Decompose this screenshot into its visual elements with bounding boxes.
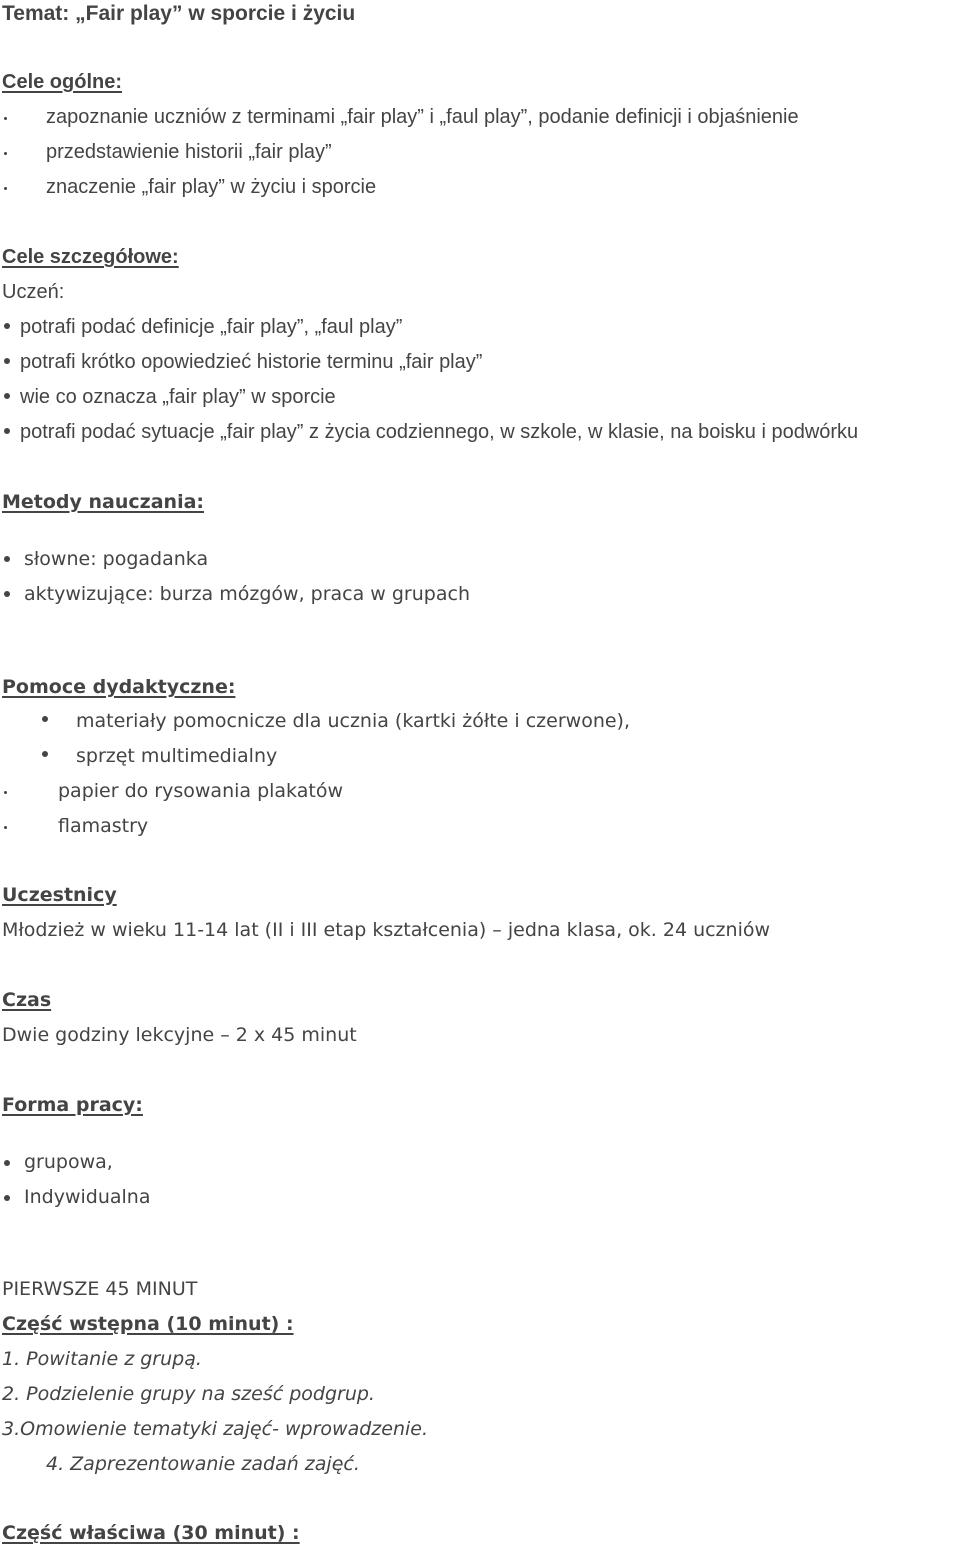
aid-item: flamastry	[58, 815, 149, 837]
bullet-dot	[4, 826, 7, 829]
work-form-item: grupowa,	[24, 1151, 113, 1173]
work-form-heading: Forma pracy:	[2, 1094, 143, 1116]
bullet-dot	[4, 1195, 10, 1201]
page-title: Temat: „Fair play” w sporcie i życiu	[2, 2, 356, 25]
bullet-dot	[4, 591, 10, 597]
general-goal-item: przedstawienie historii „fair play”	[46, 141, 332, 163]
bullet-dot	[4, 323, 10, 329]
aid-item: materiały pomocnicze dla ucznia (kartki żółte i czerwone),	[76, 710, 630, 732]
time-heading: Czas	[2, 989, 52, 1011]
aid-item: sprzęt multimedialny	[76, 745, 278, 767]
general-goal-item: zapoznanie uczniów z terminami „fair play” i „faul play”, podanie definicji i objaśnienie	[46, 106, 799, 128]
participants-text: Młodzież w wieku 11-14 lat (II i III etap kształcenia) – jedna klasa, ok. 24 uczniów	[2, 919, 771, 941]
intro-step: 3.Omowienie tematyki zajęć- wprowadzenie.	[2, 1418, 428, 1440]
bullet-dot	[4, 1160, 10, 1166]
methods-heading: Metody nauczania:	[2, 491, 205, 513]
bullet-dot	[4, 187, 7, 190]
work-form-item: Indywidualna	[24, 1186, 151, 1208]
bullet-dot	[4, 152, 7, 155]
bullet-dot	[4, 791, 7, 794]
bullet-dot	[4, 556, 10, 562]
specific-goals-heading: Cele szczegółowe:	[2, 246, 179, 268]
bullet-dot	[4, 358, 10, 364]
general-goal-item: znaczenie „fair play” w życiu i sporcie	[46, 176, 377, 198]
bullet-dot	[4, 428, 10, 434]
general-goals-heading: Cele ogólne:	[2, 71, 123, 93]
intro-step: 1. Powitanie z grupą.	[2, 1348, 202, 1370]
specific-goal-item: potrafi podać sytuacje „fair play” z życia codziennego, w szkole, w klasie, na boisku i podwórku	[20, 421, 859, 443]
bullet-dot	[4, 393, 10, 399]
bullet-dot	[4, 117, 7, 120]
specific-goal-item: potrafi podać definicje „fair play”, „faul play”	[20, 316, 403, 338]
time-text: Dwie godziny lekcyjne – 2 x 45 minut	[2, 1024, 357, 1046]
main-part-heading: Część właściwa (30 minut) :	[2, 1522, 300, 1544]
bullet-dot	[42, 716, 48, 722]
specific-goal-item: potrafi krótko opowiedzieć historie terminu „fair play”	[20, 351, 483, 373]
method-item: aktywizujące: burza mózgów, praca w grupach	[24, 583, 470, 605]
first-45-label: PIERWSZE 45 MINUT	[2, 1278, 198, 1300]
intro-part-heading: Część wstępna (10 minut) :	[2, 1313, 294, 1335]
aid-item: papier do rysowania plakatów	[58, 780, 343, 802]
aids-heading: Pomoce dydaktyczne:	[2, 676, 236, 698]
specific-goal-item: wie co oznacza „fair play” w sporcie	[20, 386, 336, 408]
intro-step: 4. Zaprezentowanie zadań zajęć.	[46, 1453, 360, 1475]
method-item: słowne: pogadanka	[24, 548, 209, 570]
participants-heading: Uczestnicy	[2, 884, 117, 906]
bullet-dot	[42, 751, 48, 757]
intro-step: 2. Podzielenie grupy na sześć podgrup.	[2, 1383, 375, 1405]
specific-goals-intro: Uczeń:	[2, 281, 65, 303]
